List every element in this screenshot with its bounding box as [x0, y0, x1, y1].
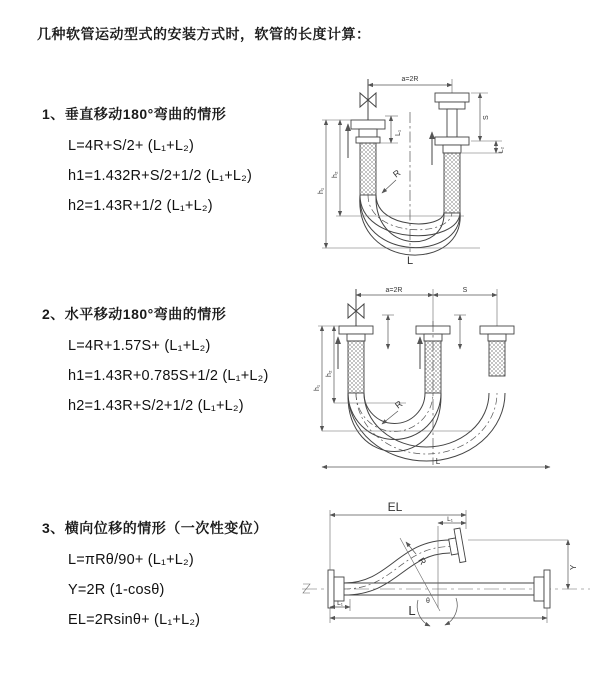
- dim-label-l2: L₂: [498, 146, 505, 153]
- dim-label-l: L: [406, 255, 414, 267]
- diagram-horizontal-180-bend: [310, 281, 600, 477]
- dim-label-h2: h₂: [326, 370, 333, 377]
- dim-label-h1: h₁: [318, 187, 325, 194]
- right-flange: [534, 570, 550, 608]
- left-hose-fitting: [351, 120, 385, 195]
- section-2-heading: 2、水平移动180°弯曲的情形: [42, 306, 227, 322]
- dim-label-theta: θ: [426, 598, 430, 605]
- diagram-vertical-180-bend: [312, 66, 597, 268]
- section-vertical-180: [42, 104, 332, 214]
- hose-braid: [360, 143, 376, 195]
- dim-label-l1-top: L₁: [447, 516, 453, 523]
- radius-callout: [382, 167, 403, 193]
- dim-label-y: Y: [569, 564, 578, 570]
- section-3-formula-EL: EL=2Rsinθ+ (L₁+L₂): [68, 612, 201, 628]
- s-curve-hose: [344, 540, 450, 595]
- angle-arc-right: [445, 598, 457, 625]
- dim-label-l1-bottom: L₁: [337, 600, 343, 607]
- dim-label-h1: h₁: [314, 384, 321, 391]
- section-lateral-displacement: [42, 518, 332, 628]
- dim-label-l: L: [435, 457, 441, 466]
- section-1-heading: 1、垂直移动180°弯曲的情形: [42, 106, 227, 122]
- dim-l1-top: [438, 516, 466, 523]
- dim-label-a2r: a=2R: [401, 76, 419, 83]
- dim-l: [330, 603, 547, 623]
- dim-l: [322, 457, 550, 467]
- dim-label-r: R: [416, 555, 429, 567]
- dim-label-el: EL: [387, 500, 403, 514]
- dim-y: [468, 540, 578, 589]
- section-horizontal-180: [42, 304, 332, 414]
- section-1-formula-L: L=4R+S/2+ (L₁+L₂): [68, 138, 194, 154]
- radius-callout: [382, 398, 405, 424]
- upper-flange: [447, 528, 466, 564]
- hose-braid: [348, 341, 364, 393]
- dim-label-r: R: [391, 167, 403, 180]
- hose-braid: [489, 341, 505, 376]
- page-title: 几种软管运动型式的安装方式时，软管的长度计算：: [37, 26, 371, 42]
- section-3-heading: 3、横向位移的情形（一次性变位）: [42, 520, 268, 536]
- dim-el: [330, 500, 466, 515]
- dim-a-2r: [368, 76, 452, 94]
- left-hose-fitting: [339, 326, 373, 393]
- centerline-symbol: [303, 584, 310, 593]
- section-1-formula-h1: h1=1.432R+S/2+1/2 (L₁+L₂): [68, 168, 253, 184]
- section-1-formula-h2: h2=1.43R+1/2 (L₁+L₂): [68, 198, 213, 214]
- valve-icon: [348, 289, 364, 326]
- section-2-formula-L: L=4R+1.57S+ (L₁+L₂): [68, 338, 211, 354]
- dim-label-s: S: [462, 287, 468, 294]
- section-2-formula-h2: h2=1.43R+S/2+1/2 (L₁+L₂): [68, 398, 244, 414]
- right-hose-fitting: [480, 326, 514, 376]
- diagram-lateral-displacement: [298, 496, 598, 668]
- section-3-formula-Y: Y=2R (1-cosθ): [68, 582, 165, 598]
- dim-a-2r: [356, 287, 497, 326]
- dim-label-l: L: [408, 603, 416, 618]
- dim-label-a2r: a=2R: [385, 287, 403, 294]
- dim-label-h2: h₂: [332, 171, 339, 178]
- hose-braid: [444, 153, 460, 213]
- dim-label-s: S: [483, 115, 490, 120]
- section-3-formula-L: L=πRθ/90+ (L₁+L₂): [68, 552, 194, 568]
- dim-label-r: R: [393, 398, 405, 411]
- section-2-formula-h1: h1=1.43R+0.785S+1/2 (L₁+L₂): [68, 368, 269, 384]
- dim-label-l1: L₁: [395, 129, 402, 136]
